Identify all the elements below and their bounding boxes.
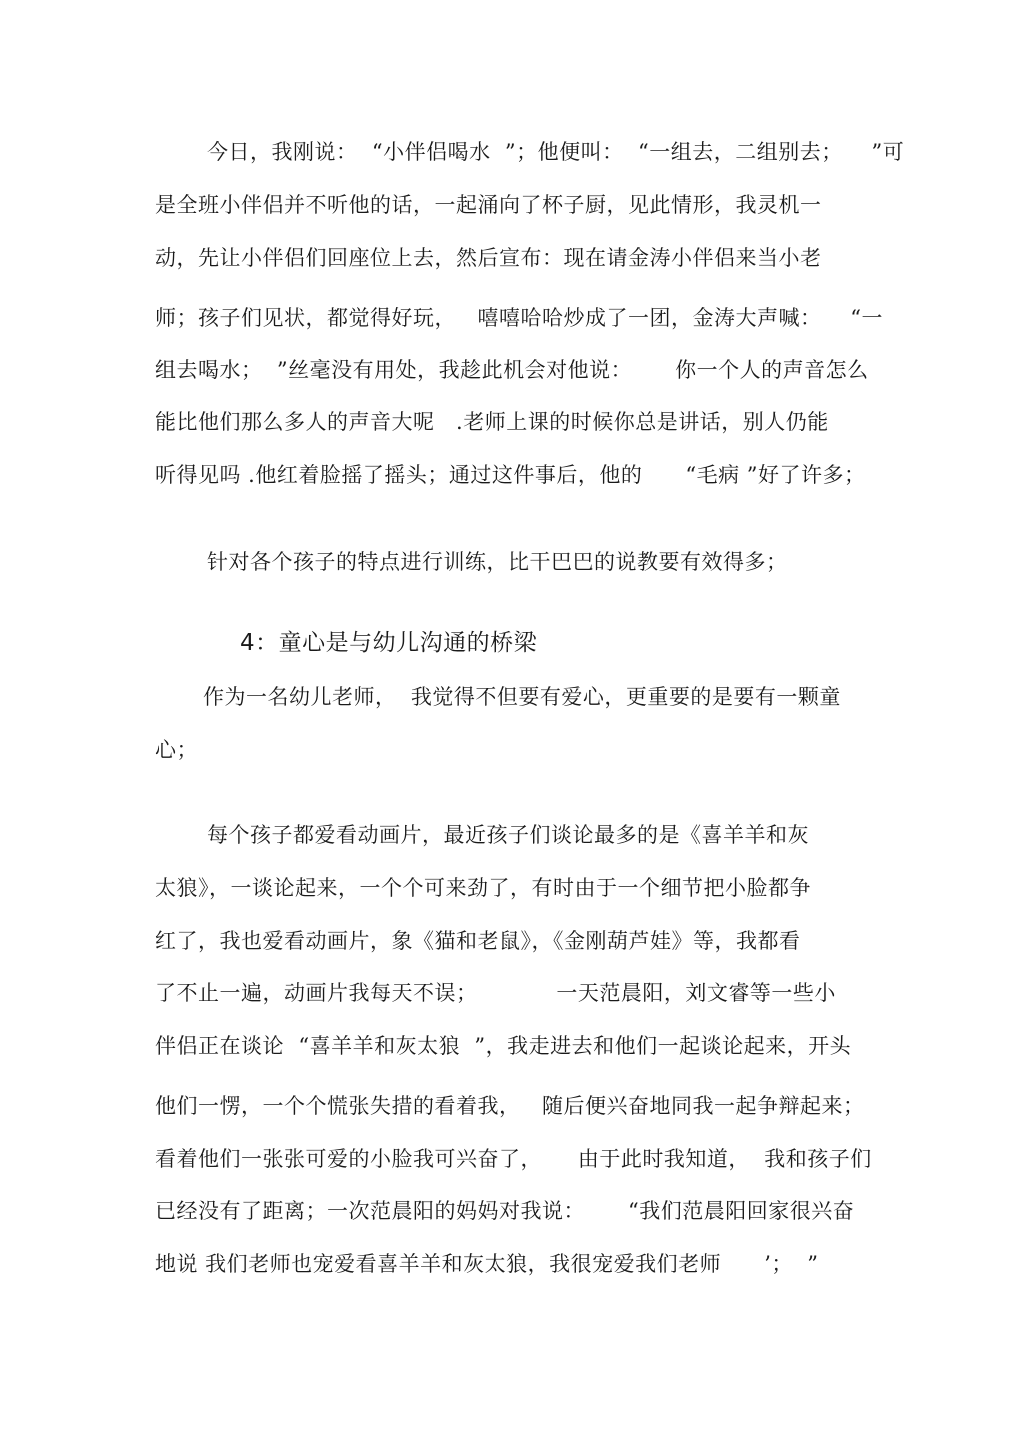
paragraph-1-line-5: 组去喝水； ”丝毫没有用处，我趁此机会对他说： 你一个人的声音怎么 <box>155 358 869 382</box>
paragraph-4-line-7: 看着他们一张张可爱的小脸我可兴奋了， 由于此时我知道， 我和孩子们 <box>155 1147 872 1171</box>
paragraph-1-line-3: 动，先让小伴侣们回座位上去，然后宣布：现在请金涛小伴侣来当小老 <box>155 246 822 270</box>
paragraph-4-line-6: 他们一愣，一个个慌张失措的看着我， 随后便兴奋地同我一起争辩起来； <box>155 1094 865 1118</box>
paragraph-3-line-1: 作为一名幼儿老师， 我觉得不但要有爱心，更重要的是要有一颗童 <box>203 685 841 709</box>
paragraph-4-line-2: 太狼》，一谈论起来，一个个可来劲了，有时由于一个细节把小脸都争 <box>155 876 811 900</box>
paragraph-2: 针对各个孩子的特点进行训练，比干巴巴的说教要有效得多； <box>207 550 788 574</box>
paragraph-1-line-6: 能比他们那么多人的声音大呢 .老师上课的时候你总是讲话，别人仍能 <box>155 410 829 434</box>
paragraph-4-line-8: 已经没有了距离；一次范晨阳的妈妈对我说： “我们范晨阳回家很兴奋 <box>155 1199 855 1223</box>
paragraph-4-line-9: 地说 我们老师也宠爱看喜羊羊和灰太狼，我很宠爱我们老师 ’； ” <box>155 1252 819 1276</box>
section-heading: 4：童心是与幼儿沟通的桥梁 <box>240 630 538 656</box>
paragraph-4-line-1: 每个孩子都爱看动画片，最近孩子们谈论最多的是《喜羊羊和灰 <box>207 823 809 847</box>
paragraph-1-line-4: 师；孩子们见状，都觉得好玩， 嘻嘻哈哈炒成了一团，金涛大声喊： “一 <box>155 306 883 330</box>
paragraph-1-line-1: 今日，我刚说： “小伴侣喝水 ”；他便叫： “一组去，二组别去； ”可 <box>207 140 905 164</box>
paragraph-4-line-5: 伴侣正在谈论 “喜羊羊和灰太狼 ”，我走进去和他们一起谈论起来，开头 <box>155 1034 852 1058</box>
paragraph-4-line-3: 红了，我也爱看动画片，象《猫和老鼠》，《金刚葫芦娃》等，我都看 <box>155 929 801 953</box>
paragraph-1-line-7: 听得见吗 .他红着脸摇了摇头；通过这件事后，他的 “毛病 ”好了许多； <box>155 463 866 487</box>
paragraph-1-line-2: 是全班小伴侣并不听他的话，一起涌向了杯子厨，见此情形，我灵机一 <box>155 193 822 217</box>
paragraph-3-line-2: 心； <box>155 738 198 762</box>
paragraph-4-line-4: 了不止一遍，动画片我每天不误； 一天范晨阳，刘文睿等一些小 <box>155 981 836 1005</box>
